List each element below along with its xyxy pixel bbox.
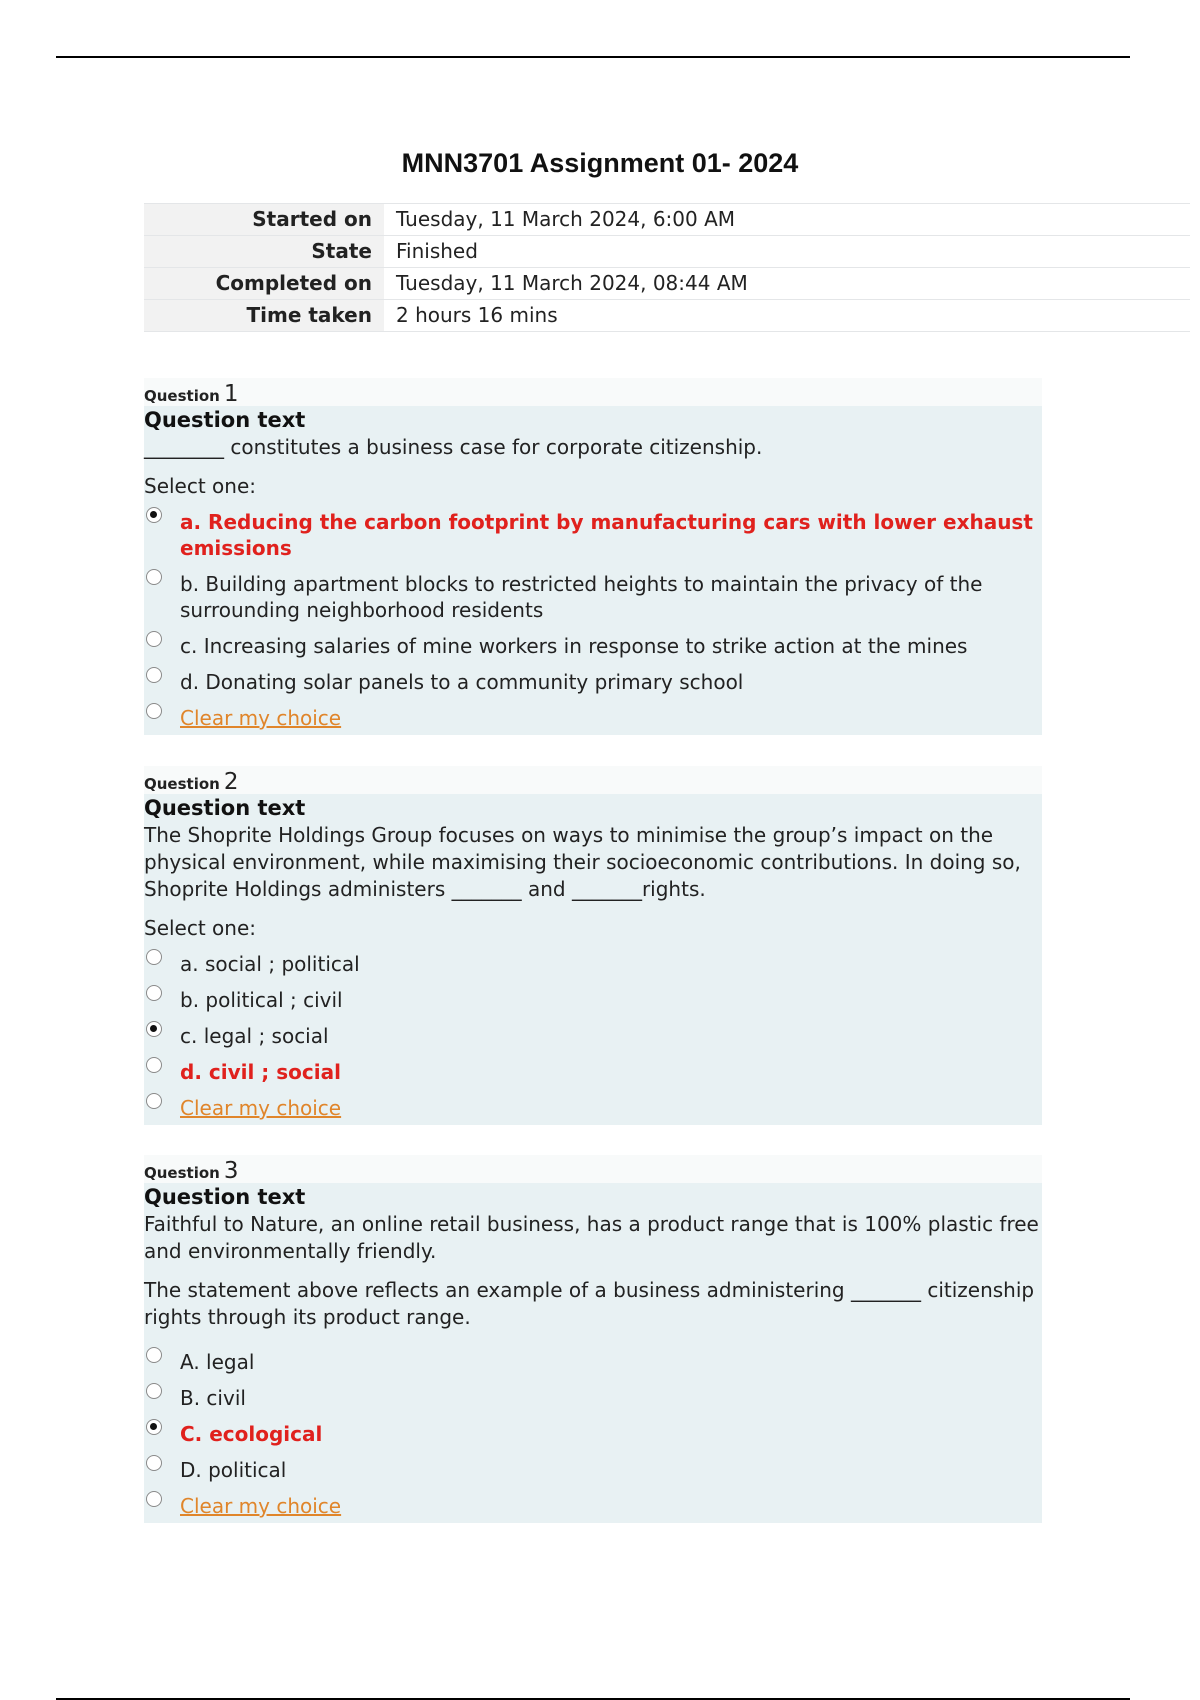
question-block-2 [144,766,1042,1125]
answer-option-a[interactable] [144,1349,1042,1375]
summary-row [144,236,1190,268]
question-header [144,378,1042,406]
radio-unchecked-icon[interactable] [146,1455,162,1471]
radio-unchecked-icon[interactable] [146,1383,162,1399]
question-text [144,822,1042,903]
option-label: b. political ; civil [180,988,343,1012]
radio-unchecked-icon[interactable] [146,631,162,647]
clear-my-choice-link[interactable]: Clear my choice [180,1096,342,1120]
question-paragraph: Faithful to Nature, an online retail business, has a product range that is 100% plastic free and environmentally friendly. [144,1212,1039,1263]
radio-checked-icon[interactable] [146,1021,162,1037]
radio-unchecked-icon[interactable] [146,1491,162,1507]
answer-option-a[interactable] [144,951,1042,977]
question-number: 1 [223,381,239,407]
answer-option-d[interactable] [144,669,1042,695]
question-paragraph: ________ constitutes a business case for corporate citizenship. [144,435,763,459]
clear-my-choice-link[interactable]: Clear my choice [180,1494,342,1518]
radio-unchecked-icon[interactable] [146,949,162,965]
question-block-3 [144,1155,1042,1523]
question-text-label: Question text [144,408,306,432]
clear-choice-option[interactable] [144,1095,1042,1121]
clear-choice-option[interactable] [144,1493,1042,1519]
option-label: a. Reducing the carbon footprint by manufacturing cars with lower exhaust emissions [180,510,1033,560]
question-word: Question [144,387,220,405]
attempt-summary-table [144,203,1190,332]
question-paragraph: The Shoprite Holdings Group focuses on ways to minimise the group’s impact on the physical environment, while maximising their socioeconomic contributions. In doing so, Shoprite Holdings administers _______ and _______rights. [144,823,1021,901]
option-label: D. political [180,1458,287,1482]
radio-checked-icon[interactable] [146,1419,162,1435]
clear-my-choice-link[interactable]: Clear my choice [180,706,342,730]
answer-option-c[interactable] [144,1421,1042,1447]
radio-unchecked-icon[interactable] [146,667,162,683]
answer-option-c[interactable] [144,633,1042,659]
summary-value: 2 hours 16 mins [396,303,558,327]
summary-row [144,268,1190,300]
radio-unchecked-icon[interactable] [146,985,162,1001]
question-text-label: Question text [144,1185,306,1209]
option-label: c. legal ; social [180,1024,329,1048]
answer-option-c[interactable] [144,1023,1042,1049]
select-one-label: Select one: [144,916,257,940]
question-word: Question [144,775,220,793]
radio-unchecked-icon[interactable] [146,703,162,719]
question-text-label: Question text [144,796,306,820]
summary-label: Started on [144,204,384,235]
radio-unchecked-icon[interactable] [146,1057,162,1073]
summary-row [144,203,1190,236]
option-label: d. civil ; social [180,1060,341,1084]
option-label: b. Building apartment blocks to restricted heights to maintain the privacy of the surrounding neighborhood residents [180,572,983,622]
summary-label: Completed on [144,268,384,299]
summary-label: State [144,236,384,267]
summary-row [144,300,1190,332]
question-word: Question [144,1164,220,1182]
option-label: B. civil [180,1386,246,1410]
option-label: d. Donating solar panels to a community primary school [180,670,744,694]
question-number: 3 [223,1158,239,1184]
radio-unchecked-icon[interactable] [146,1347,162,1363]
summary-value: Tuesday, 11 March 2024, 08:44 AM [396,271,748,295]
question-number: 2 [223,769,239,795]
radio-checked-icon[interactable] [146,507,162,523]
summary-value: Tuesday, 11 March 2024, 6:00 AM [396,207,736,231]
select-one-label: Select one: [144,474,257,498]
question-text [144,434,1042,461]
answer-option-b[interactable] [144,571,1042,623]
answer-option-b[interactable] [144,987,1042,1013]
top-rule [56,56,1130,58]
question-body [144,406,1042,735]
question-block-1 [144,378,1042,735]
question-text [144,1211,1042,1331]
clear-choice-option[interactable] [144,705,1042,731]
question-body [144,794,1042,1125]
option-label: C. ecological [180,1422,323,1446]
summary-value: Finished [396,239,478,263]
option-label: a. social ; political [180,952,360,976]
page-title: MNN3701 Assignment 01- 2024 [401,148,799,178]
radio-unchecked-icon[interactable] [146,569,162,585]
answer-option-a[interactable] [144,509,1042,561]
summary-label: Time taken [144,300,384,331]
option-label: c. Increasing salaries of mine workers in response to strike action at the mines [180,634,968,658]
radio-unchecked-icon[interactable] [146,1093,162,1109]
question-header [144,1155,1042,1183]
question-header [144,766,1042,794]
answer-option-d[interactable] [144,1059,1042,1085]
answer-option-d[interactable] [144,1457,1042,1483]
option-label: A. legal [180,1350,255,1374]
answer-option-b[interactable] [144,1385,1042,1411]
question-body [144,1183,1042,1523]
question-paragraph: The statement above reflects an example of a business administering _______ citizenship rights through its product range. [144,1278,1035,1329]
